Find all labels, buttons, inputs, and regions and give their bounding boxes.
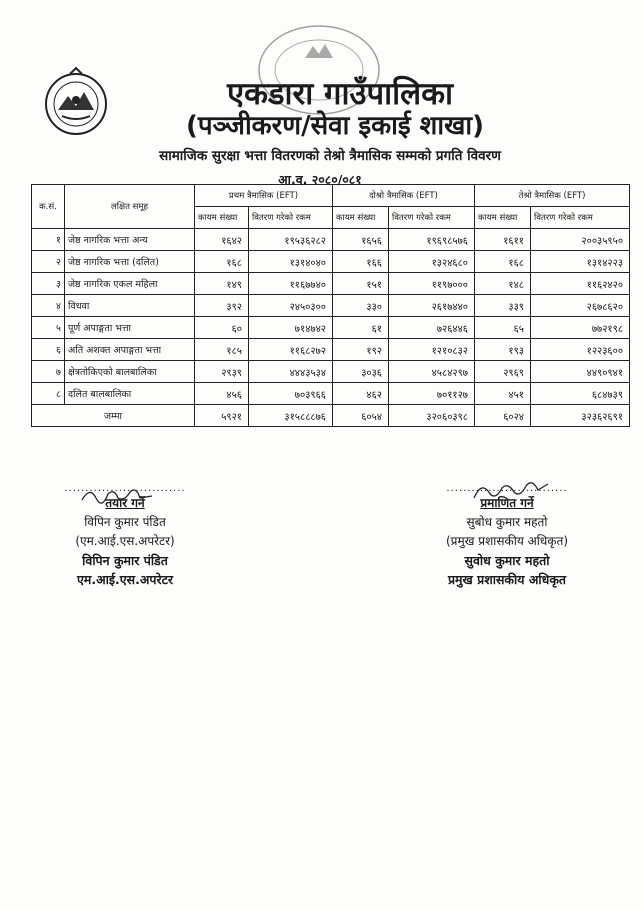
total-label: जम्मा <box>32 405 195 427</box>
total-q3-amount: ३२३६२६९१ <box>531 405 630 427</box>
col-group: लक्षित समूह <box>65 185 195 229</box>
q1-amount: ११६८२७२ <box>249 339 333 361</box>
q2-amount: १३२४६८० <box>389 251 475 273</box>
q2-amount: ४५८४२९७ <box>389 361 475 383</box>
approved-stamp-name: सुवोध कुमार महतो <box>464 553 550 568</box>
table-row <box>32 251 630 273</box>
row-group: दलित बालबालिका <box>65 383 195 405</box>
approved-title: (प्रमुख प्रशासकीय अधिकृत) <box>445 534 569 548</box>
q2-count: ३३० <box>333 295 389 317</box>
row-group: अति अशक्त अपाङ्गता भत्ता <box>65 339 195 361</box>
prepared-name: विपिन कुमार पंडित <box>84 515 166 529</box>
q1-amount: १३१४०४० <box>249 251 333 273</box>
q2-amount: ११९७००० <box>389 273 475 295</box>
row-group: जेष्ठ नागरिक भत्ता अन्य <box>65 229 195 251</box>
row-sn: ७ <box>32 361 65 383</box>
row-group: विधवा <box>65 295 195 317</box>
prepared-title: (एम.आई.एस.अपरेटर) <box>75 534 175 548</box>
q1-amount: ७०३९६६ <box>249 383 333 405</box>
row-group: जेष्ठ नागरिक भत्ता (दलित) <box>65 251 195 273</box>
sub-amount: वितरण गरेको रकम <box>389 207 475 229</box>
total-q2-amount: ३२०६०३९८ <box>389 405 475 427</box>
q1-count: १८५ <box>195 339 249 361</box>
approved-role: प्रमाणित गर्ने <box>480 496 534 510</box>
q3-count: ४५१ <box>475 383 531 405</box>
q2-count: १५१ <box>333 273 389 295</box>
q3-count: ६५ <box>475 317 531 339</box>
q1-count: ३९२ <box>195 295 249 317</box>
q3-amount: २६७८६२० <box>531 295 630 317</box>
row-sn: २ <box>32 251 65 273</box>
table-row <box>32 317 630 339</box>
total-q1-amount: ३१५८८८७६ <box>249 405 333 427</box>
row-sn: ६ <box>32 339 65 361</box>
q3-amount: ६८४७३९ <box>531 383 630 405</box>
approved-stamp-title: प्रमुख प्रशासकीय अधिकृत <box>447 572 567 587</box>
row-sn: ८ <box>32 383 65 405</box>
signature-line: ............................. <box>446 483 568 494</box>
progress-table <box>31 184 630 427</box>
q1-amount: १९५३६२८२ <box>249 229 333 251</box>
q2-amount: १९६९८५७६ <box>389 229 475 251</box>
q3-amount: १२२३६०० <box>531 339 630 361</box>
col-sn: क.सं. <box>32 185 65 229</box>
q1-count: १६४२ <box>195 229 249 251</box>
row-group: जेष्ठ नागरिक एकल महिला <box>65 273 195 295</box>
q2-count: ४६२ <box>333 383 389 405</box>
q3-count: २९६९ <box>475 361 531 383</box>
q3-count: १६८ <box>475 251 531 273</box>
q2-amount: ७२६४४६ <box>389 317 475 339</box>
government-emblem <box>40 66 112 138</box>
branch-name: (पञ्जीकरण/सेवा इकाई शाखा) <box>186 111 484 141</box>
q2-count: ६१ <box>333 317 389 339</box>
table-row <box>32 361 630 383</box>
signature-line: ............................. <box>64 483 186 494</box>
row-sn: ४ <box>32 295 65 317</box>
total-row <box>32 405 630 427</box>
q3-amount: २००३५९५० <box>531 229 630 251</box>
q1-count: २९३९ <box>195 361 249 383</box>
row-sn: ५ <box>32 317 65 339</box>
approved-by-block <box>432 484 582 589</box>
q2-amount: ७०११२७ <box>389 383 475 405</box>
q3-amount: १३१४२२३ <box>531 251 630 273</box>
row-sn: १ <box>32 229 65 251</box>
q3-amount: ४४९०९४१ <box>531 361 630 383</box>
q2-count: १९२ <box>333 339 389 361</box>
prepared-role: तयार गर्ने <box>105 496 145 510</box>
table-row <box>32 339 630 361</box>
q1-amount: २४५०३०० <box>249 295 333 317</box>
q2-count: ३०३६ <box>333 361 389 383</box>
row-group: पूर्ण अपाङ्गता भत्ता <box>65 317 195 339</box>
row-group: क्षेत्रतोकिएको बालबालिका <box>65 361 195 383</box>
q3-count: १९३ <box>475 339 531 361</box>
table-row <box>32 295 630 317</box>
q2-amount: १२१०८३२ <box>389 339 475 361</box>
sub-count: कायम संख्या <box>333 207 389 229</box>
q1-count: १४९ <box>195 273 249 295</box>
q2-count: १६५६ <box>333 229 389 251</box>
sub-count: कायम संख्या <box>475 207 531 229</box>
prepared-stamp-name: विपिन कुमार पंडित <box>82 553 168 568</box>
col-q2: दोश्रो त्रैमासिक (EFT) <box>333 185 475 207</box>
table-header-row <box>32 185 630 207</box>
q1-amount: ४४४३५३४ <box>249 361 333 383</box>
sub-count: कायम संख्या <box>195 207 249 229</box>
fiscal-year: आ.व. २०८०/०८१ <box>278 172 362 187</box>
sub-amount: वितरण गरेको रकम <box>531 207 630 229</box>
q2-count: १६६ <box>333 251 389 273</box>
q1-amount: ११६७७४० <box>249 273 333 295</box>
table-row <box>32 273 630 295</box>
q2-amount: २६१७४४० <box>389 295 475 317</box>
table-row <box>32 383 630 405</box>
q3-count: १६११ <box>475 229 531 251</box>
approved-name: सुबोध कुमार महतो <box>466 515 548 529</box>
q1-count: ४५६ <box>195 383 249 405</box>
total-q3-count: ६०२४ <box>475 405 531 427</box>
prepared-by-block <box>50 484 200 589</box>
q3-amount: ७७२१९८ <box>531 317 630 339</box>
report-title: सामाजिक सुरक्षा भत्ता वितरणको तेश्रो त्रैमासिक सम्मको प्रगति विवरण <box>159 148 501 164</box>
q3-count: ३३९ <box>475 295 531 317</box>
q1-count: ६० <box>195 317 249 339</box>
row-sn: ३ <box>32 273 65 295</box>
sub-amount: वितरण गरेको रकम <box>249 207 333 229</box>
municipality-title: एकडारा गाउँपालिका <box>226 76 454 112</box>
total-q2-count: ६०५४ <box>333 405 389 427</box>
table-row <box>32 229 630 251</box>
q1-amount: ७१४७४२ <box>249 317 333 339</box>
prepared-stamp-title: एम.आई.एस.अपरेटर <box>76 572 174 587</box>
col-q1: प्रथम त्रैमासिक (EFT) <box>195 185 333 207</box>
total-q1-count: ५९२१ <box>195 405 249 427</box>
q1-count: १६८ <box>195 251 249 273</box>
col-q3: तेश्रो त्रैमासिक (EFT) <box>475 185 630 207</box>
q3-count: १४८ <box>475 273 531 295</box>
q3-amount: ११६२४२० <box>531 273 630 295</box>
